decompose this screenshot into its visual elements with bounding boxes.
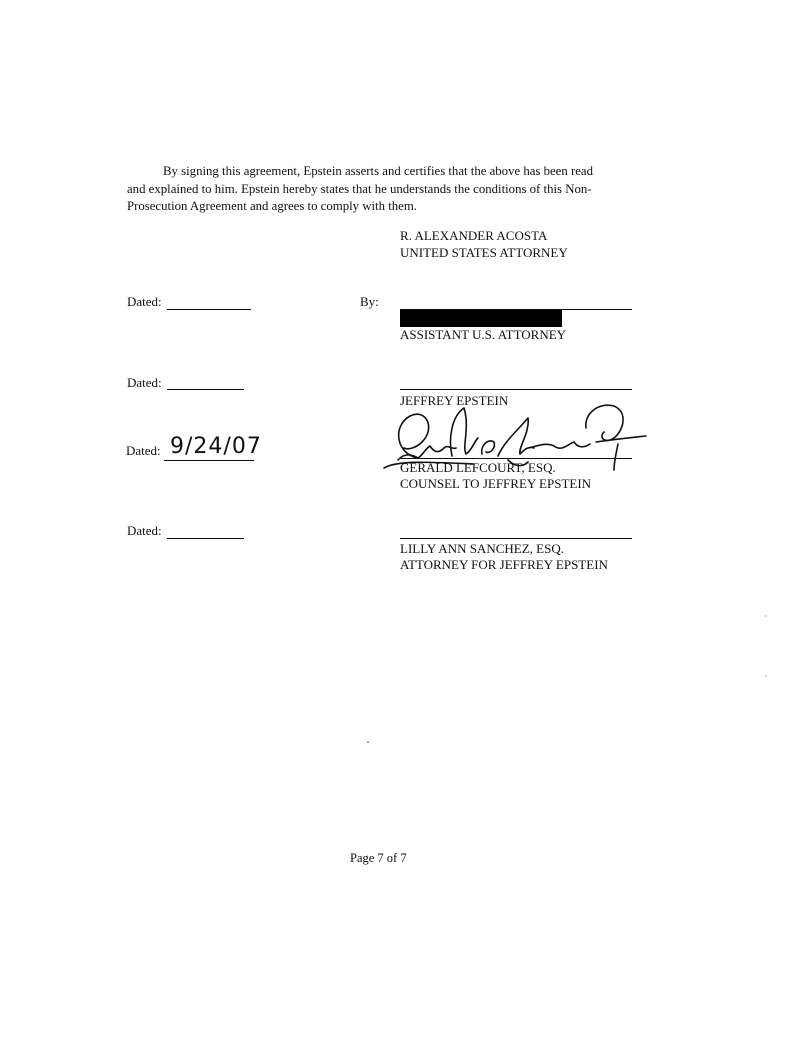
signature-line-epstein <box>400 389 632 390</box>
by-label: By: <box>360 294 379 309</box>
epstein-name: JEFFREY EPSTEIN <box>400 393 509 408</box>
paragraph-line-2: and explained to him. Epstein hereby states that he understands the conditions of this Non- <box>127 181 592 196</box>
date-line-1 <box>167 309 251 310</box>
handwritten-date: 9/24/07 <box>170 434 262 459</box>
date-line-4 <box>167 538 244 539</box>
redaction-bar <box>400 310 562 327</box>
scan-speck <box>765 675 767 677</box>
dated-label-4: Dated: <box>127 523 162 538</box>
sanchez-title: ATTORNEY FOR JEFFREY EPSTEIN <box>400 557 608 572</box>
paragraph-line-1: By signing this agreement, Epstein asserts and certifies that the above has been read <box>163 164 593 178</box>
dated-label-3: Dated: <box>126 443 161 458</box>
us-attorney-title: UNITED STATES ATTORNEY <box>400 245 568 260</box>
date-line-2 <box>167 389 244 390</box>
paragraph-line-3: Prosecution Agreement and agrees to comply with them. <box>127 199 417 213</box>
lefcourt-title: COUNSEL TO JEFFREY EPSTEIN <box>400 476 592 491</box>
sanchez-name: LILLY ANN SANCHEZ, ESQ. <box>400 541 564 556</box>
ausa-title: ASSISTANT U.S. ATTORNEY <box>400 327 567 342</box>
lefcourt-name: GERALD LEFCOURT, ESQ. <box>400 460 556 475</box>
us-attorney-name: R. ALEXANDER ACOSTA <box>400 228 548 243</box>
certification-paragraph <box>127 163 647 216</box>
dated-label-1: Dated: <box>127 294 162 309</box>
date-line-3 <box>164 460 254 461</box>
scan-speck <box>765 615 767 617</box>
scan-speck <box>367 741 369 743</box>
signature-line-sanchez <box>400 538 632 539</box>
dated-label-2: Dated: <box>127 375 162 390</box>
page-number: Page 7 of 7 <box>350 851 407 865</box>
